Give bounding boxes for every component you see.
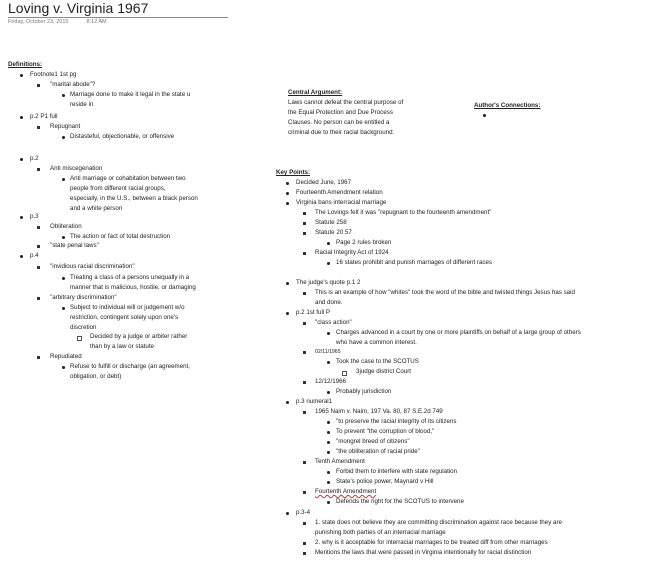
kp-three-judge: 3judge district Court bbox=[356, 368, 412, 375]
definition-anti-mis-text-2: people from different racial groups, bbox=[70, 185, 166, 192]
bullet-icon bbox=[20, 74, 23, 77]
kp-class-action-text-2: who have a common interest. bbox=[336, 339, 417, 346]
bullet-icon bbox=[327, 361, 330, 364]
bullet-square-icon bbox=[303, 322, 306, 325]
kp-class-action-text-1: Charges advanced in a court by one or more plaintiffs on behalf of a large group of others bbox=[336, 329, 581, 336]
page-title: Loving v. Virginia 1967 bbox=[8, 0, 149, 16]
kp-probably: Probably jurisdiction bbox=[336, 388, 392, 395]
bullet-icon bbox=[286, 401, 289, 404]
definition-anti-mis-text-3: especially, in the U.S., between a black person bbox=[70, 195, 198, 202]
definition-repugnant: Repugnant bbox=[50, 123, 81, 130]
kp-class-action: "class action" bbox=[315, 319, 352, 326]
kp-p34: p.3-4 bbox=[296, 509, 311, 516]
bullet-icon bbox=[62, 307, 65, 310]
bullet-icon bbox=[20, 116, 23, 119]
bullet-square-icon bbox=[303, 542, 306, 545]
bullet-icon bbox=[286, 202, 289, 205]
kp-sixteen-states: 16 states prohibit and punish marriages of different races bbox=[336, 259, 493, 266]
central-argument-line-1: Laws cannot defeat the central purpose of bbox=[288, 99, 404, 106]
kp-fourtenth: Fourtenth Amendment bbox=[315, 488, 377, 495]
definition-repudiated-text-2: obligation, or debt) bbox=[70, 373, 122, 380]
definition-footnote: Footnote1 1st pg bbox=[30, 71, 77, 78]
bullet-square-icon bbox=[303, 222, 306, 225]
bullet-square-icon bbox=[37, 126, 40, 129]
bullet-icon bbox=[327, 242, 330, 245]
definition-repudiated: Repudiated bbox=[50, 353, 82, 360]
central-argument-line-2: the Equal Protection and Due Process bbox=[288, 109, 393, 116]
kp-p2-full: p.2 1st full P bbox=[296, 309, 331, 316]
bullet-icon bbox=[62, 178, 65, 181]
title-underline bbox=[8, 17, 228, 18]
bullet-icon bbox=[62, 366, 65, 369]
kp-virginia-bans: Virginia bans interracial marriage bbox=[296, 199, 387, 206]
bullet-square-icon bbox=[303, 351, 306, 354]
definitions-heading: Definitions: bbox=[8, 61, 43, 68]
bullet-square-icon bbox=[303, 552, 306, 555]
kp-fourteenth: Fourteenth Amendment relation bbox=[296, 189, 383, 196]
definition-p4: p.4 bbox=[30, 252, 39, 259]
note-date: Friday, October 23, 2015 bbox=[8, 19, 69, 25]
kp-naim-item-1: "to preserve the racial integrity of its citizens bbox=[336, 418, 457, 425]
key-points-heading: Key Points: bbox=[276, 169, 311, 176]
definition-marital-abode-text-1: Marriage done to make it legal in the state u bbox=[70, 91, 191, 98]
definition-invidious-text-1: Treating a class of a persons unequally in a bbox=[70, 274, 190, 281]
bullet-square-icon bbox=[303, 252, 306, 255]
central-argument-heading: Central Argument: bbox=[288, 89, 343, 96]
kp-p3-numeral: p.3 numeral1 bbox=[296, 398, 333, 405]
kp-naim-item-2: To prevent "the corruption of blood," bbox=[336, 428, 435, 435]
bullet-icon bbox=[483, 114, 486, 117]
bullet-square-icon bbox=[303, 292, 306, 295]
definition-anti-mis-text-1: Anti marriage or cohabitation between two bbox=[70, 175, 186, 182]
definition-obliteration: Obliteration bbox=[50, 223, 82, 230]
bullet-square-icon bbox=[303, 381, 306, 384]
bullet-square-icon bbox=[37, 226, 40, 229]
bullet-square-icon bbox=[303, 491, 306, 494]
kp-p34-item-1b: punishing both parties of an interracial marriage bbox=[315, 529, 446, 536]
bullet-icon bbox=[62, 136, 65, 139]
kp-p34-item-2: 2. why is it acceptable for interracial marriages to be treated diff from other marriages bbox=[315, 539, 548, 546]
central-argument-line-3: Clauses. No person can be entitled a bbox=[288, 119, 390, 126]
definition-arbitrary-text-1: Subject to individual will or judgement w/o bbox=[70, 304, 185, 311]
definition-anti-miscegenation: Anti miscegenation bbox=[50, 165, 103, 172]
kp-naim: 1965 Naim v. Naim, 197 Va. 80, 87 S.E.2d 749 bbox=[315, 408, 443, 415]
bullet-square-icon bbox=[37, 297, 40, 300]
bullet-icon bbox=[327, 262, 330, 265]
kp-p34-item-1a: 1. state does not believe they are committing discrimination against race because they are bbox=[315, 519, 562, 526]
kp-decided: Decided June, 1967 bbox=[296, 179, 352, 186]
definition-marital-abode: "marital abode"? bbox=[50, 81, 96, 88]
bullet-icon bbox=[20, 158, 23, 161]
bullet-icon bbox=[286, 512, 289, 515]
kp-statute-2057: Statute 20 57 bbox=[315, 229, 352, 236]
definition-repugnant-text: Distasteful, objectionable, or offensive bbox=[70, 133, 175, 140]
bullet-icon bbox=[286, 192, 289, 195]
definition-arbitrary-text-3: discretion bbox=[70, 324, 97, 331]
bullet-square-icon bbox=[303, 212, 306, 215]
definition-arbitrary: "arbitrary discrimination" bbox=[50, 294, 117, 301]
bullet-box-icon bbox=[77, 336, 82, 341]
bullet-square-icon bbox=[303, 411, 306, 414]
bullet-icon bbox=[20, 216, 23, 219]
central-argument-line-4: criminal due to their racial background. bbox=[288, 129, 395, 136]
bullet-icon bbox=[327, 431, 330, 434]
definition-repudiated-text-1: Refuse to fulfill or discharge (an agreement, bbox=[70, 363, 191, 370]
definition-arbitrary-sub-1: Decided by a judge or arbiter rather bbox=[90, 333, 188, 340]
bullet-icon bbox=[327, 421, 330, 424]
kp-judges-quote-text-2: and done. bbox=[315, 299, 343, 306]
kp-judges-quote-text-1: This is an example of how "whites" took the word of the bible and twisted things Jesus has said bbox=[315, 289, 575, 296]
definition-arbitrary-sub-2: than by a law or statute bbox=[90, 343, 154, 350]
note-time: 8:12 AM bbox=[86, 19, 107, 25]
kp-date-1: 02/11/1965 bbox=[315, 349, 341, 355]
kp-naim-item-3: "mongrel breed of citizens" bbox=[336, 438, 410, 445]
bullet-square-icon bbox=[37, 168, 40, 171]
kp-date-2: 12/12/1966 bbox=[315, 378, 346, 385]
bullet-icon bbox=[327, 391, 330, 394]
kp-tenth: Tenth Amendment bbox=[315, 458, 365, 465]
bullet-icon bbox=[327, 481, 330, 484]
kp-naim-item-4: "the obliteration of racial pride" bbox=[336, 448, 420, 455]
bullet-square-icon bbox=[303, 461, 306, 464]
bullet-icon bbox=[62, 94, 65, 97]
bullet-icon bbox=[20, 255, 23, 258]
definition-p3: p.3 bbox=[30, 213, 39, 220]
bullet-square-icon bbox=[37, 266, 40, 269]
bullet-icon bbox=[62, 236, 65, 239]
bullet-square-icon bbox=[37, 356, 40, 359]
bullet-square-icon bbox=[303, 232, 306, 235]
bullet-icon bbox=[327, 501, 330, 504]
definition-state-penal: "state penal laws" bbox=[50, 242, 99, 249]
bullet-icon bbox=[327, 441, 330, 444]
bullet-icon bbox=[286, 282, 289, 285]
authors-connections-heading: Author's Connections: bbox=[474, 102, 541, 109]
bullet-icon bbox=[327, 471, 330, 474]
kp-judges-quote: The judge's quote p.1 2 bbox=[296, 279, 361, 286]
bullet-icon bbox=[327, 332, 330, 335]
definition-invidious-text-2: manner that is malicious, hostile, or damaging bbox=[70, 284, 196, 291]
bullet-square-icon bbox=[303, 522, 306, 525]
definition-invidious: "invidious racial discrimination" bbox=[50, 263, 135, 270]
kp-statute-258: Statute 258 bbox=[315, 219, 347, 226]
bullet-box-icon bbox=[342, 371, 347, 376]
kp-p34-item-3: Mentions the laws that were passed in Virginia intentionally for racial distinction bbox=[315, 549, 532, 556]
definition-marital-abode-text-2: reside in bbox=[70, 101, 94, 108]
kp-page2-rules: Page 2 rules broken bbox=[336, 239, 392, 246]
bullet-square-icon bbox=[37, 84, 40, 87]
definition-arbitrary-text-2: restriction, contingent solely upon one's bbox=[70, 314, 179, 321]
note-timestamp bbox=[8, 19, 107, 25]
kp-tenth-item-1: Forbid them to interfere with state regulation bbox=[336, 468, 458, 475]
bullet-icon bbox=[62, 277, 65, 280]
definition-p2b: p.2 bbox=[30, 155, 39, 162]
definition-anti-mis-text-4: and a white person bbox=[70, 205, 123, 212]
kp-took-case: Took the case to the SCOTUS bbox=[336, 358, 419, 365]
bullet-icon bbox=[286, 312, 289, 315]
definition-p2: p.2 P1 full bbox=[30, 113, 58, 120]
kp-lovings: The Lovings felt it was "repugnant to the fourteenth amendment" bbox=[315, 209, 492, 216]
kp-tenth-item-2: State's police power, Maynard v Hill bbox=[336, 478, 434, 485]
definition-obliteration-text: The action or fact of total destruction bbox=[70, 233, 171, 240]
bullet-icon bbox=[327, 451, 330, 454]
kp-fourtenth-item: Defends the right for the SCOTUS to intervene bbox=[336, 498, 464, 505]
bullet-square-icon bbox=[37, 245, 40, 248]
bullet-icon bbox=[286, 182, 289, 185]
kp-racial-integrity: Racial Integrity Act of 1924 bbox=[315, 249, 389, 256]
